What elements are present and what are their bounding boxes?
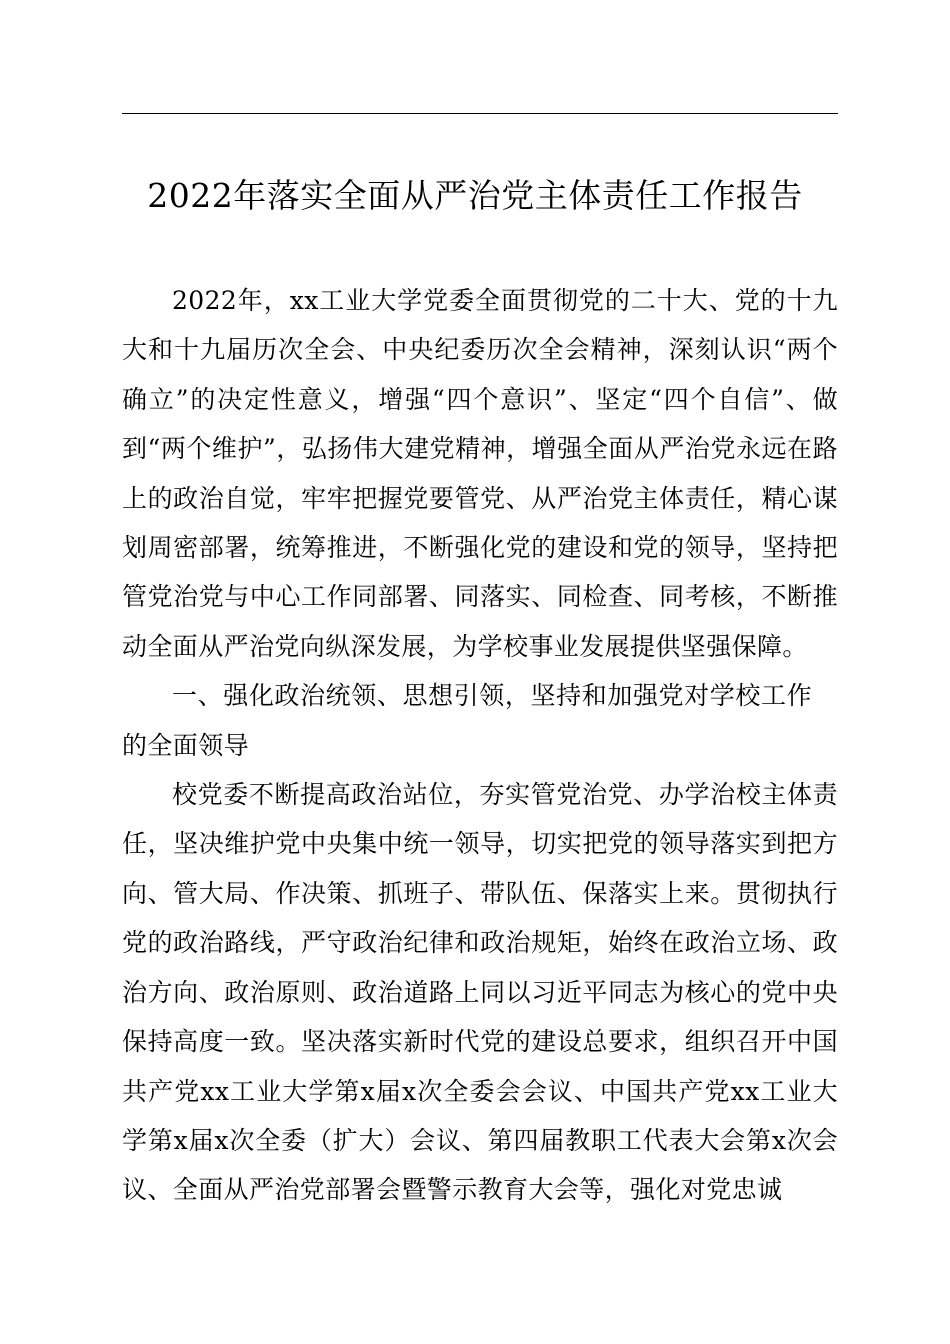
document-title: 2022年落实全面从严治党主体责任工作报告 — [147, 176, 803, 215]
document-body — [122, 276, 838, 1215]
paragraph-section-1: 校党委不断提高政治站位，夯实管党治党、办学治校主体责任，坚决维护党中央集中统一领导，切实把党的领导落实到把方向、管大局、作决策、抓班子、带队伍、保落实上来。贯彻执行党的政治路线，严守政治纪律和政治规矩，始终在政治立场、政治方向、政治原则、政治道路上同以习近平同志为核心的党中央保持高度一致。坚决落实新时代党的建设总要求，组织召开中国共产党xx工业大学第x届x次全委会会议、中国共产党xx工业大学第x届x次全委（扩大）会议、第四届教职工代表大会第x次会议、全面从严治党部署会暨警示教育大会等，强化对党忠诚 — [122, 780, 838, 1205]
header-rule — [122, 113, 838, 114]
paragraph-intro: 2022年，xx工业大学党委全面贯彻党的二十大、党的十九大和十九届历次全会、中央纪委历次全会精神，深刻认识“两个确立”的决定性意义，增强“四个意识”、坚定“四个自信”、做到“两个维护”，弘扬伟大建党精神，增强全面从严治党永远在路上的政治自觉，牢牢把握党要管党、从严治党主体责任，精心谋划周密部署，统筹推进，不断强化党的建设和党的领导，坚持把管党治党与中心工作同部署、同落实、同检查、同考核，不断推动全面从严治党向纵深发展，为学校事业发展提供坚强保障。 — [122, 286, 838, 661]
section-heading-1: 一、强化政治统领、思想引领，坚持和加强党对学校工作的全面领导 — [122, 681, 812, 760]
